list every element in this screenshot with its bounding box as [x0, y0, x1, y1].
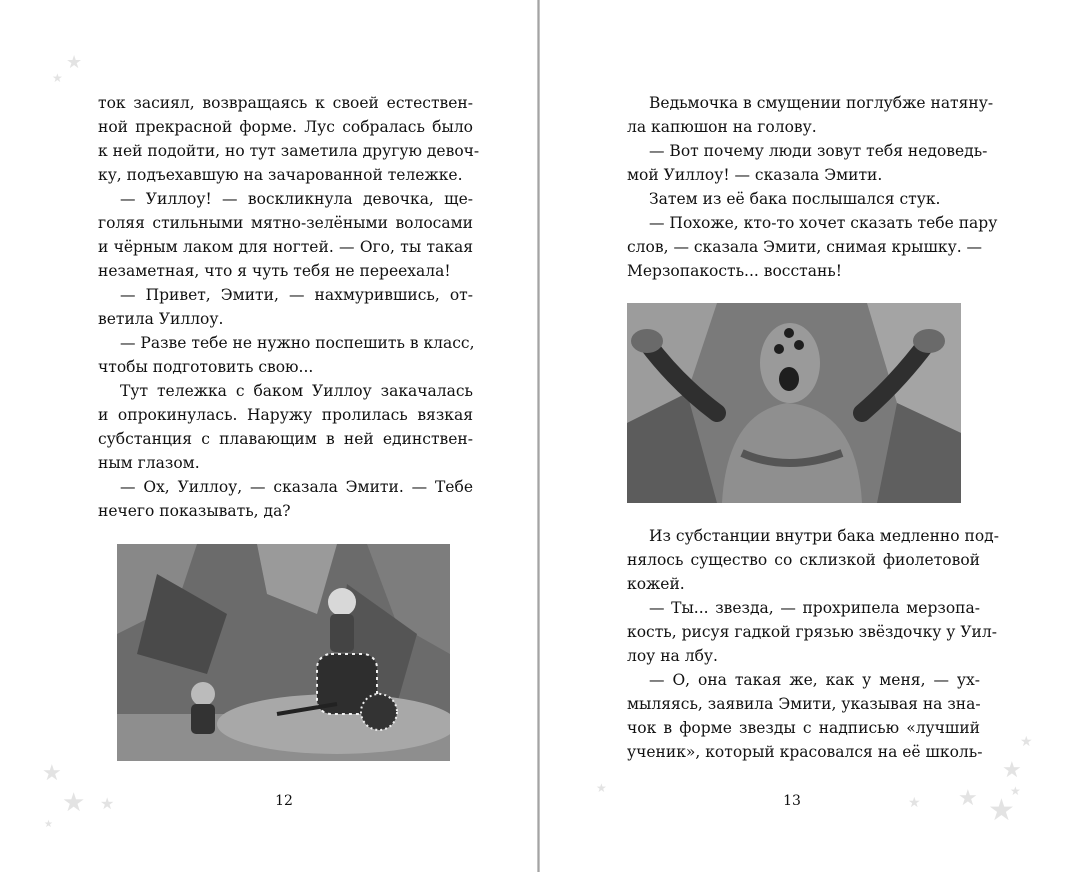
star-icon: ★	[988, 793, 1015, 828]
right-page	[540, 0, 1077, 872]
text-line: ученик», который красовался на её школь-	[627, 743, 983, 761]
left-page	[0, 0, 538, 872]
star-icon: ★	[1020, 734, 1033, 750]
text-line: Тут тележка с баком Уиллоу закачалась	[120, 382, 473, 400]
left-text-top	[98, 91, 480, 523]
text-line: — Ох, Уиллоу, — сказала Эмити. — Тебе	[120, 478, 473, 496]
text-line: незаметная, что я чуть тебя не переехала!	[98, 262, 451, 280]
star-icon: ★	[66, 52, 83, 73]
text-line: ку, подъехавшую на зачарованной тележке.	[98, 166, 463, 184]
illustration-creature-art	[627, 303, 961, 503]
text-line: субстанция с плавающим в ней единствен-	[98, 430, 473, 448]
star-icon: ★	[52, 71, 63, 85]
text-line: ток засиял, возвращаясь к своей естествен-	[98, 94, 473, 112]
text-line: слов, — сказала Эмити, снимая крышку. —	[627, 238, 983, 256]
star-icon: ★	[958, 786, 978, 811]
page-number: 12	[275, 793, 293, 809]
text-line: мой Уиллоу! — сказала Эмити.	[627, 166, 883, 184]
text-line: ным глазом.	[98, 454, 200, 472]
right-text-top	[627, 91, 998, 283]
star-icon: ★	[62, 788, 86, 818]
text-line: кожей.	[627, 575, 685, 593]
text-line: и опрокинулась. Наружу пролилась вязкая	[98, 406, 473, 424]
star-icon: ★	[908, 795, 921, 811]
text-line: — Привет, Эмити, — нахмурившись, от-	[120, 286, 473, 304]
text-line: ветила Уиллоу.	[98, 310, 224, 328]
text-line: Из субстанции внутри бака медленно под-	[649, 527, 999, 545]
text-line: Затем из её бака послышался стук.	[649, 190, 941, 208]
text-line: — Уиллоу! — воскликнула девочка, ще-	[120, 190, 473, 208]
illustration-wheelbarrow	[117, 544, 450, 761]
right-text-bottom	[627, 524, 999, 764]
text-line: лоу на лбу.	[627, 647, 718, 665]
text-line: — Похоже, кто-то хочет сказать тебе пару	[649, 214, 998, 232]
text-line: — Ты... звезда, — прохрипела мерзопа-	[649, 599, 980, 617]
text-line: ной прекрасной форме. Лус собралась было	[98, 118, 473, 136]
text-line: к ней подойти, но тут заметила другую девоч-	[98, 142, 480, 160]
illustration-creature	[627, 303, 961, 503]
star-icon: ★	[1010, 784, 1021, 798]
star-icon: ★	[44, 819, 53, 830]
star-icon: ★	[42, 761, 62, 786]
star-icon: ★	[100, 794, 115, 813]
text-line: ла капюшон на голову.	[627, 118, 817, 136]
text-line: — Вот почему люди зовут тебя недоведь-	[649, 142, 988, 160]
text-line: мыляясь, заявила Эмити, указывая на зна-	[627, 695, 981, 713]
illustration-wheelbarrow-art	[117, 544, 450, 761]
text-line: и чёрным лаком для ногтей. — Ого, ты такая	[98, 238, 473, 256]
text-line: — О, она такая же, как у меня, — ух-	[649, 671, 980, 689]
star-icon: ★	[596, 781, 607, 795]
text-line: чок в форме звезды с надписью «лучший	[627, 719, 980, 737]
text-line: — Разве тебе не нужно поспешить в класс,	[120, 334, 475, 352]
text-line: голяя стильными мятно-зелёными волосами	[98, 214, 473, 232]
text-line: нялось существо со склизкой фиолетовой	[627, 551, 980, 569]
text-line: Мерзопакость... восстань!	[627, 262, 842, 280]
star-icon: ★	[1002, 758, 1022, 783]
text-line: нечего показывать, да?	[98, 502, 291, 520]
text-line: чтобы подготовить свою...	[98, 358, 314, 376]
text-line: Ведьмочка в смущении поглубже натяну-	[649, 94, 994, 112]
page-number: 13	[783, 793, 801, 809]
text-line: кость, рисуя гадкой грязью звёздочку у Уил-	[627, 623, 997, 641]
